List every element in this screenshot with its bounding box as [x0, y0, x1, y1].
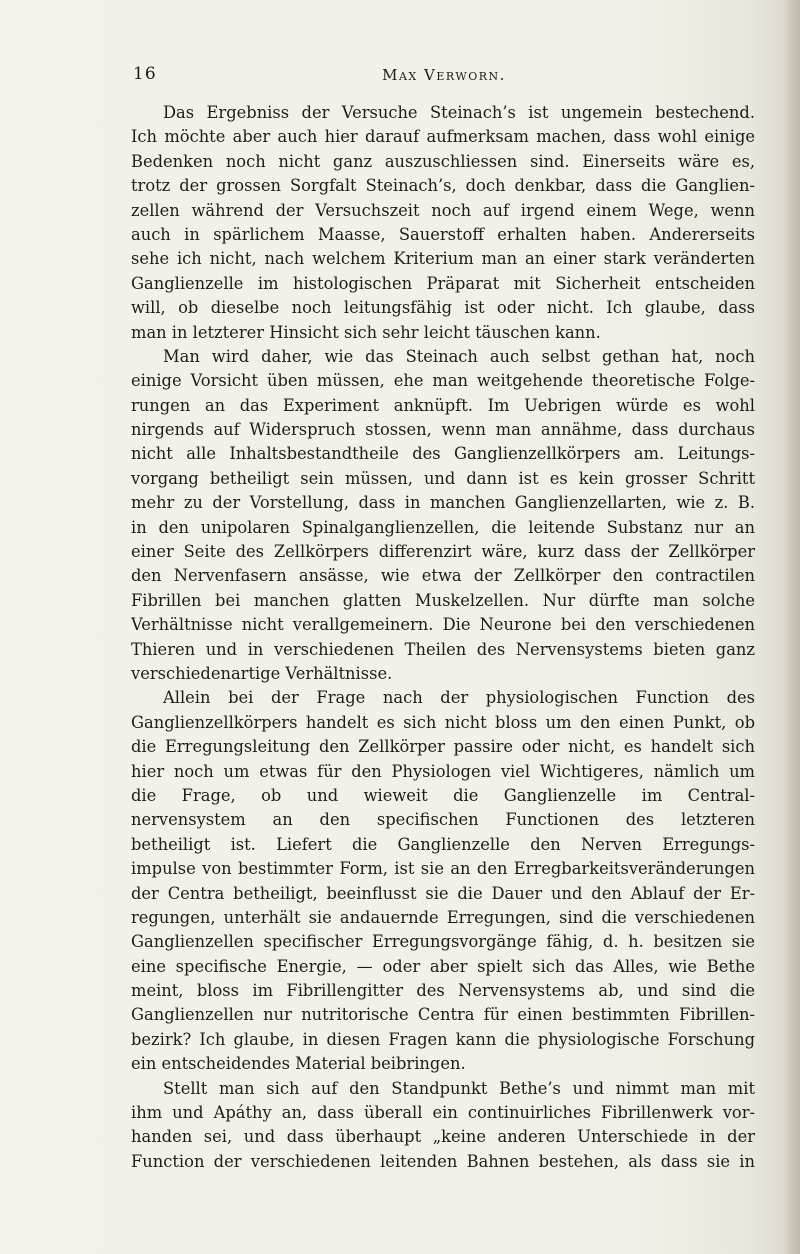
text-line: rungen an das Experiment anknüpft. Im Uebrigen würde es wohl	[131, 395, 755, 415]
text-line: bezirk? Ich glaube, in diesen Fragen kann die physiologische Forschung	[131, 1029, 755, 1049]
text-line: Thieren und in verschiedenen Theilen des Nervensystems bieten ganz	[131, 639, 755, 659]
text-line: ihm und Apáthy an, dass überall ein continuirliches Fibrillenwerk vor-	[131, 1103, 755, 1123]
text-line: betheiligt ist. Liefert die Ganglienzelle den Nerven Erregungs-	[131, 834, 755, 854]
body-text	[131, 101, 755, 1174]
text-line: man in letzterer Hinsicht sich sehr leicht täuschen kann.	[131, 322, 601, 342]
text-line: der Centra betheiligt, beeinflusst sie die Dauer und den Ablauf der Er-	[131, 883, 755, 903]
text-line: handen sei, und dass überhaupt „keine anderen Unterschiede in der	[131, 1127, 755, 1147]
text-line: Fibrillen bei manchen glatten Muskelzellen. Nur dürfte man solche	[131, 590, 755, 610]
text-line: Man wird daher, wie das Steinach auch selbst gethan hat, noch	[163, 346, 755, 366]
text-line: einer Seite des Zellkörpers differenzirt wäre, kurz dass der Zellkörper	[131, 542, 755, 562]
text-line: die Erregungsleitung den Zellkörper passire oder nicht, es handelt sich	[131, 737, 755, 757]
text-line: Allein bei der Frage nach der physiologischen Function des	[163, 688, 755, 708]
text-line: vorgang betheiligt sein müssen, und dann ist es kein grosser Schritt	[131, 468, 755, 488]
text-line: Ganglienzellen specifischer Erregungsvorgänge fähig, d. h. besitzen sie	[131, 932, 755, 952]
text-line: impulse von bestimmter Form, ist sie an den Erregbarkeitsveränderungen	[131, 859, 755, 879]
text-line: Ich möchte aber auch hier darauf aufmerksam machen, dass wohl einige	[131, 127, 755, 147]
text-line: Function der verschiedenen leitenden Bahnen bestehen, als dass sie in	[131, 1151, 755, 1171]
text-line: den Nervenfasern ansässe, wie etwa der Zellkörper den contractilen	[131, 566, 755, 586]
text-line: Ganglienzellen nur nutritorische Centra für einen bestimmten Fibrillen-	[131, 1005, 755, 1025]
text-line: eine specifische Energie, — oder aber spielt sich das Alles, wie Bethe	[131, 956, 755, 976]
text-line: sehe ich nicht, nach welchem Kriterium man an einer stark veränderten	[131, 249, 755, 269]
text-line: Verhältnisse nicht verallgemeinern. Die Neurone bei den verschiedenen	[131, 615, 755, 635]
text-line: Bedenken noch nicht ganz auszuschliessen sind. Einerseits wäre es,	[131, 151, 755, 171]
text-line: die Frage, ob und wieweit die Ganglienzelle im Central-	[131, 785, 755, 805]
text-line: regungen, unterhält sie andauernde Erregungen, sind die verschiedenen	[131, 907, 755, 927]
text-line: nirgends auf Widerspruch stossen, wenn man annähme, dass durchaus	[131, 420, 755, 440]
page-edge-shadow	[782, 0, 800, 1254]
text-line: einige Vorsicht üben müssen, ehe man weitgehende theoretische Folge-	[131, 371, 755, 391]
text-line: Ganglienzelle im histologischen Präparat mit Sicherheit entscheiden	[131, 273, 755, 293]
page-header	[133, 64, 755, 86]
text-line: Stellt man sich auf den Standpunkt Bethe’s und nimmt man mit	[163, 1078, 755, 1098]
text-line: trotz der grossen Sorgfalt Steinach’s, doch denkbar, dass die Ganglien-	[131, 176, 755, 196]
text-line: zellen während der Versuchszeit noch auf irgend einem Wege, wenn	[131, 200, 755, 220]
text-line: verschiedenartige Verhältnisse.	[131, 663, 393, 683]
text-line: auch in spärlichem Maasse, Sauerstoff erhalten haben. Andererseits	[131, 224, 755, 244]
text-line: nicht alle Inhaltsbestandtheile des Ganglienzellkörpers am. Leitungs-	[131, 444, 755, 464]
running-head: Max Verworn.	[382, 66, 506, 84]
page-number: 16	[133, 64, 157, 84]
text-line: Ganglienzellkörpers handelt es sich nicht bloss um den einen Punkt, ob	[131, 712, 755, 732]
text-line: Das Ergebniss der Versuche Steinach’s ist ungemein bestechend.	[163, 103, 755, 122]
text-line: nervensystem an den specifischen Functionen des letzteren	[131, 810, 755, 830]
text-line: mehr zu der Vorstellung, dass in manchen Ganglienzellarten, wie z. B.	[131, 493, 755, 513]
text-line: in den unipolaren Spinalganglienzellen, die leitende Substanz nur an	[131, 517, 755, 537]
text-line: will, ob dieselbe noch leitungsfähig ist oder nicht. Ich glaube, dass	[131, 298, 755, 318]
text-line: ein entscheidendes Material beibringen.	[131, 1054, 466, 1074]
text-line: hier noch um etwas für den Physiologen viel Wichtigeres, nämlich um	[131, 761, 755, 781]
text-line: meint, bloss im Fibrillengitter des Nervensystems ab, und sind die	[131, 981, 755, 1001]
